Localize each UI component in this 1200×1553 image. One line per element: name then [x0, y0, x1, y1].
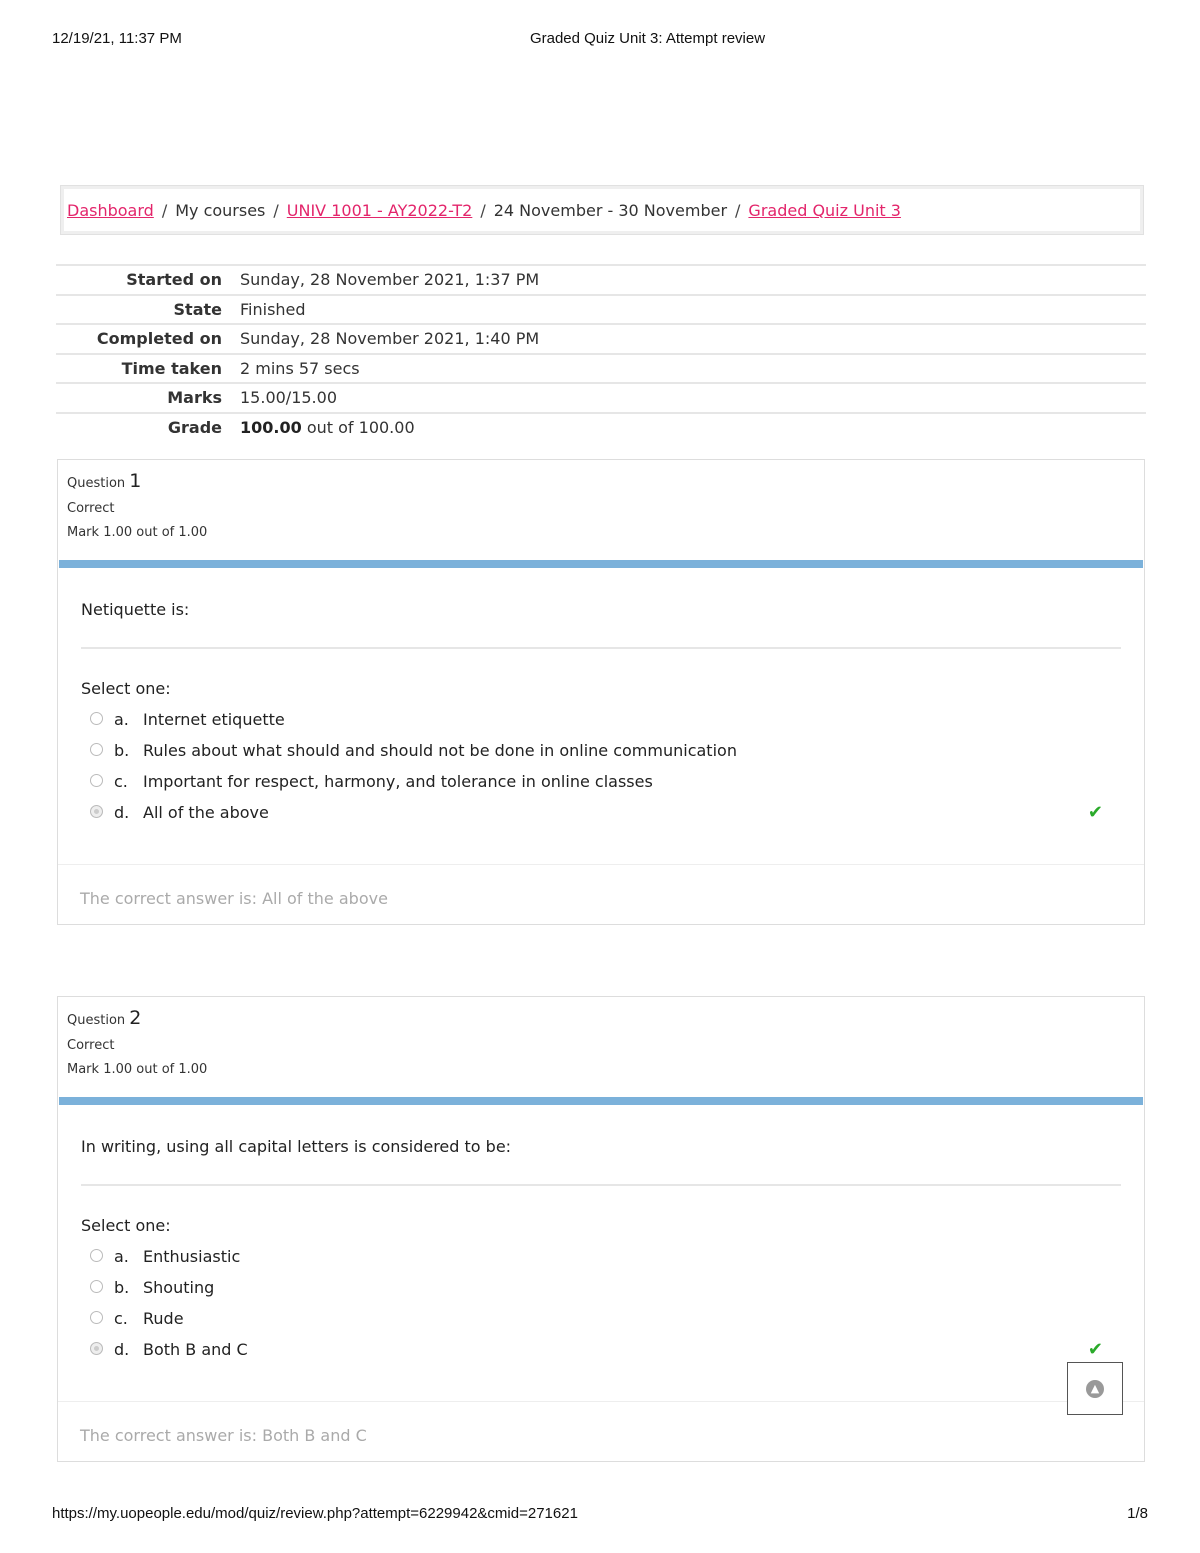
grade-label: Grade: [56, 413, 240, 442]
breadcrumb-my-courses: My courses: [175, 201, 266, 220]
answer-option-selected[interactable]: [81, 797, 1121, 828]
summary-row: [56, 265, 1146, 295]
summary-row-grade: [56, 413, 1146, 442]
radio-button-selected[interactable]: [90, 1342, 103, 1355]
question-number: [67, 470, 1135, 492]
grade-value-cell: [240, 413, 1146, 442]
radio-button[interactable]: [90, 1249, 103, 1262]
radio-button[interactable]: [90, 1280, 103, 1293]
summary-label: Marks: [56, 383, 240, 413]
answer-letter: d.: [114, 803, 130, 822]
question-1: [57, 459, 1145, 925]
breadcrumb-separator: /: [161, 201, 168, 220]
print-title: Graded Quiz Unit 3: Attempt review: [529, 30, 766, 47]
print-footer: [52, 1505, 1148, 1525]
print-url: https://my.uopeople.edu/mod/quiz/review.php?attempt=6229942&cmid=271621: [52, 1505, 578, 1522]
answer-text: Important for respect, harmony, and tolerance in online classes: [143, 772, 653, 791]
summary-row: [56, 295, 1146, 325]
summary-row: [56, 324, 1146, 354]
summary-value: Sunday, 28 November 2021, 1:37 PM: [240, 265, 1146, 295]
check-icon: ✔: [1087, 802, 1103, 823]
correct-answer-feedback: The correct answer is: All of the above: [58, 864, 1144, 924]
question-number-value: 2: [129, 1007, 142, 1029]
question-text: In writing, using all capital letters is considered to be:: [81, 1105, 1121, 1186]
question-number: [67, 1007, 1135, 1029]
question-mark: Mark 1.00 out of 1.00: [67, 525, 208, 540]
attempt-summary-table: [56, 264, 1146, 441]
answer-letter: b.: [114, 1278, 130, 1297]
summary-label: Started on: [56, 265, 240, 295]
breadcrumb-dashboard-link[interactable]: Dashboard: [67, 201, 154, 220]
summary-value: 15.00/15.00: [240, 383, 1146, 413]
answer-text: Rules about what should and should not be done in online communication: [143, 741, 737, 760]
question-2: [57, 996, 1145, 1462]
check-icon: ✔: [1087, 1339, 1103, 1360]
answer-text: Shouting: [143, 1278, 215, 1297]
question-number-value: 1: [129, 470, 142, 492]
radio-button-selected[interactable]: [90, 805, 103, 818]
question-state: Correct: [67, 1038, 115, 1053]
question-word: Question: [67, 476, 126, 491]
answer-option[interactable]: [81, 1303, 1121, 1334]
answer-option[interactable]: [81, 1241, 1121, 1272]
radio-button[interactable]: [90, 743, 103, 756]
question-content: [59, 1097, 1143, 1401]
breadcrumb-separator: /: [735, 201, 741, 220]
chevron-up-circle-icon: ▲: [1086, 1380, 1104, 1398]
breadcrumb: [60, 185, 1144, 235]
grade-value: 100.00: [240, 417, 302, 437]
answer-letter: d.: [114, 1340, 130, 1359]
summary-value: 2 mins 57 secs: [240, 354, 1146, 384]
answer-text: Internet etiquette: [143, 710, 285, 729]
breadcrumb-separator: /: [480, 201, 486, 220]
correct-answer-feedback: The correct answer is: Both B and C: [58, 1401, 1144, 1461]
answer-text: All of the above: [143, 803, 269, 822]
question-info: [58, 460, 1144, 560]
summary-value: Sunday, 28 November 2021, 1:40 PM: [240, 324, 1146, 354]
question-text: Netiquette is:: [81, 568, 1121, 649]
radio-button[interactable]: [90, 1311, 103, 1324]
answer-option[interactable]: [81, 704, 1121, 735]
summary-row: [56, 354, 1146, 384]
answer-option[interactable]: [81, 766, 1121, 797]
answer-text: Enthusiastic: [143, 1247, 241, 1266]
radio-button[interactable]: [90, 774, 103, 787]
breadcrumb-quiz-link[interactable]: Graded Quiz Unit 3: [748, 201, 901, 220]
breadcrumb-course-link[interactable]: UNIV 1001 - AY2022-T2: [286, 201, 473, 220]
answer-letter: c.: [114, 1309, 128, 1328]
print-header: [52, 30, 1148, 50]
summary-value: Finished: [240, 295, 1146, 325]
answer-letter: a.: [114, 1247, 129, 1266]
question-content: [59, 560, 1143, 864]
answer-option[interactable]: [81, 735, 1121, 766]
breadcrumb-week: 24 November - 30 November: [493, 201, 728, 220]
answer-option-selected[interactable]: [81, 1334, 1121, 1365]
answer-text: Rude: [143, 1309, 184, 1328]
summary-row: [56, 383, 1146, 413]
summary-label: Time taken: [56, 354, 240, 384]
print-date: 12/19/21, 11:37 PM: [52, 30, 182, 47]
summary-label: State: [56, 295, 240, 325]
select-one-prompt: Select one:: [81, 1216, 171, 1235]
answer-text: Both B and C: [143, 1340, 248, 1359]
question-word: Question: [67, 1013, 126, 1028]
print-page-number: 1/8: [1127, 1505, 1148, 1522]
answer-option[interactable]: [81, 1272, 1121, 1303]
breadcrumb-separator: /: [273, 201, 279, 220]
answer-letter: c.: [114, 772, 128, 791]
answer-letter: b.: [114, 741, 130, 760]
question-info: [58, 997, 1144, 1097]
summary-label: Completed on: [56, 324, 240, 354]
question-state: Correct: [67, 501, 115, 516]
scroll-to-top-button[interactable]: [1067, 1362, 1123, 1415]
select-one-prompt: Select one:: [81, 679, 171, 698]
question-mark: Mark 1.00 out of 1.00: [67, 1062, 208, 1077]
grade-suffix: out of 100.00: [306, 417, 415, 437]
answer-letter: a.: [114, 710, 129, 729]
radio-button[interactable]: [90, 712, 103, 725]
